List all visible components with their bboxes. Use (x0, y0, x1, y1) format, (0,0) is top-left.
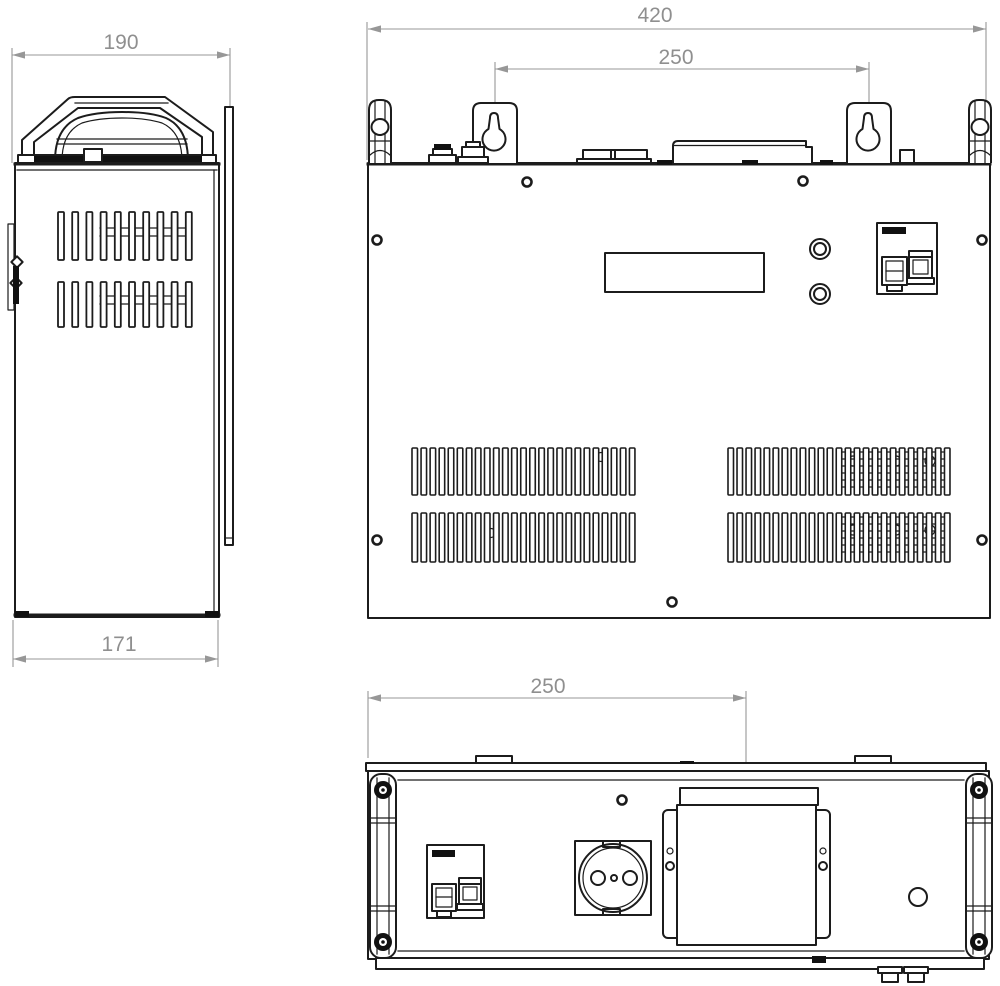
vent-slot (935, 513, 941, 562)
vent-slot (908, 513, 914, 562)
vent-slot (115, 282, 121, 327)
vent-slot (115, 212, 121, 260)
vent-slot (412, 448, 418, 495)
vent-slot (926, 513, 932, 562)
handle-bracket-left (369, 100, 391, 163)
vent-slot (899, 513, 905, 562)
vent-slot (872, 513, 878, 562)
vent-slot (72, 282, 78, 327)
circuit-breaker-bottom (427, 845, 484, 918)
vent-slot (575, 513, 581, 562)
vent-slot (593, 513, 599, 562)
vent-slot (782, 513, 788, 562)
vent-slot (908, 448, 914, 495)
vent-slot (836, 513, 842, 562)
vent-slot (186, 212, 192, 260)
vent-slot (430, 513, 436, 562)
vent-slot (935, 448, 941, 495)
dim-label-190: 190 (103, 31, 139, 54)
vent-slot (827, 448, 833, 495)
vent-slot (157, 212, 163, 260)
vent-slot (58, 282, 64, 327)
front-view (367, 4, 991, 618)
dim-label-171: 171 (101, 633, 137, 656)
vent-slot (737, 448, 743, 495)
vent-slot (773, 448, 779, 495)
vent-slot (791, 513, 797, 562)
wall-bracket-plate (225, 107, 233, 545)
vent-slot (584, 448, 590, 495)
vent-slot (944, 513, 950, 562)
vent-slot (836, 448, 842, 495)
carry-handle-side (18, 97, 216, 163)
vent-slot (172, 212, 178, 260)
vent-slot (557, 513, 563, 562)
vent-slot (899, 448, 905, 495)
vent-slot (809, 448, 815, 495)
vent-slot (854, 448, 860, 495)
circuit-breaker-front (877, 223, 937, 294)
vent-slot (457, 448, 463, 495)
vent-slot (439, 448, 445, 495)
vent-slot (575, 448, 581, 495)
vent-slot (101, 212, 107, 260)
vent-slot (755, 448, 761, 495)
vent-slot (764, 513, 770, 562)
vent-slot (728, 448, 734, 495)
front-vent-top-left (412, 448, 635, 495)
power-socket (575, 841, 651, 915)
vent-slot (421, 448, 427, 495)
vent-slot (881, 448, 887, 495)
vent-slot (917, 448, 923, 495)
vent-slot (548, 448, 554, 495)
vent-slot (872, 448, 878, 495)
vent-slot (530, 448, 536, 495)
vent-slot (129, 282, 135, 327)
bottom-connector-left (878, 967, 902, 982)
vent-slot (584, 513, 590, 562)
vent-slot (86, 282, 92, 327)
vent-slot (746, 448, 752, 495)
vent-slot (58, 212, 64, 260)
front-vent-bottom-left (412, 513, 635, 562)
bottom-connector-right (904, 967, 928, 982)
dim-label-250-bottom: 250 (530, 675, 566, 698)
vent-slot (430, 448, 436, 495)
vent-slot (421, 513, 427, 562)
vent-slot (494, 448, 500, 495)
vent-slot (466, 448, 472, 495)
vent-slot (172, 282, 178, 327)
vent-slot (620, 448, 626, 495)
vent-slot (845, 513, 851, 562)
dim-label-420: 420 (637, 4, 673, 27)
vent-slot (566, 513, 572, 562)
vent-slot (800, 448, 806, 495)
vent-slot (530, 513, 536, 562)
bottom-rail-left (370, 774, 396, 958)
vent-slot (475, 448, 481, 495)
mount-tab-right (847, 103, 891, 163)
front-vent-bottom-right (728, 513, 950, 562)
vent-slot (602, 513, 608, 562)
vent-slot (475, 513, 481, 562)
vent-slot (512, 448, 518, 495)
vent-slot (593, 448, 599, 495)
vent-slot (629, 513, 635, 562)
vent-slot (944, 448, 950, 495)
vent-slot (448, 448, 454, 495)
vent-slot (129, 212, 135, 260)
transformer-block (663, 788, 830, 945)
dimension-250-front (495, 46, 869, 122)
vent-slot (737, 513, 743, 562)
vent-slot (101, 282, 107, 327)
vent-slot (890, 513, 896, 562)
vent-slot (611, 513, 617, 562)
vent-slot (143, 212, 149, 260)
vent-slot (86, 212, 92, 260)
vent-slot (764, 448, 770, 495)
bottom-view (366, 675, 992, 982)
vent-slot (863, 448, 869, 495)
vent-slot (503, 448, 509, 495)
vent-slot (890, 448, 896, 495)
vent-slot (809, 513, 815, 562)
vent-slot (863, 513, 869, 562)
dimension-171 (13, 620, 218, 667)
vent-slot (457, 513, 463, 562)
vent-slot (746, 513, 752, 562)
vent-slot (818, 513, 824, 562)
vent-slot (926, 448, 932, 495)
vent-slot (466, 513, 472, 562)
vent-slot (539, 448, 545, 495)
vent-slot (620, 513, 626, 562)
vent-slot (484, 448, 490, 495)
vent-slot (521, 448, 527, 495)
vent-slot (773, 513, 779, 562)
vent-slot (629, 448, 635, 495)
vent-slot (728, 513, 734, 562)
top-flat-box (673, 141, 812, 163)
vent-slot (484, 513, 490, 562)
vent-slot (143, 282, 149, 327)
vent-slot (412, 513, 418, 562)
vent-slot (503, 513, 509, 562)
handle-bracket-right (969, 100, 991, 163)
vent-slot (845, 448, 851, 495)
vent-slot (557, 448, 563, 495)
vent-slot (439, 513, 445, 562)
bottom-rail-right (966, 774, 992, 958)
handle-base-notch (84, 149, 102, 162)
vent-slot (602, 448, 608, 495)
front-vent-top-right (728, 448, 950, 495)
vent-slot (494, 513, 500, 562)
vent-slot (791, 448, 797, 495)
vent-slot (854, 513, 860, 562)
vent-slot (800, 513, 806, 562)
vent-slot (72, 212, 78, 260)
vent-slot (881, 513, 887, 562)
vent-slot (512, 513, 518, 562)
display-window (605, 253, 764, 292)
vent-slot (539, 513, 545, 562)
vent-slot (818, 448, 824, 495)
vent-slot (548, 513, 554, 562)
vent-slot (186, 282, 192, 327)
side-view (8, 31, 233, 667)
vent-slot (782, 448, 788, 495)
vent-slot (521, 513, 527, 562)
vent-slot (157, 282, 163, 327)
dimension-420 (367, 4, 986, 160)
vent-slot (917, 513, 923, 562)
vent-slot (611, 448, 617, 495)
vent-slot (566, 448, 572, 495)
bottom-top-flange (366, 763, 986, 771)
vent-slot (827, 513, 833, 562)
vent-slot (448, 513, 454, 562)
vent-slot (755, 513, 761, 562)
dim-label-250-front: 250 (658, 46, 694, 69)
